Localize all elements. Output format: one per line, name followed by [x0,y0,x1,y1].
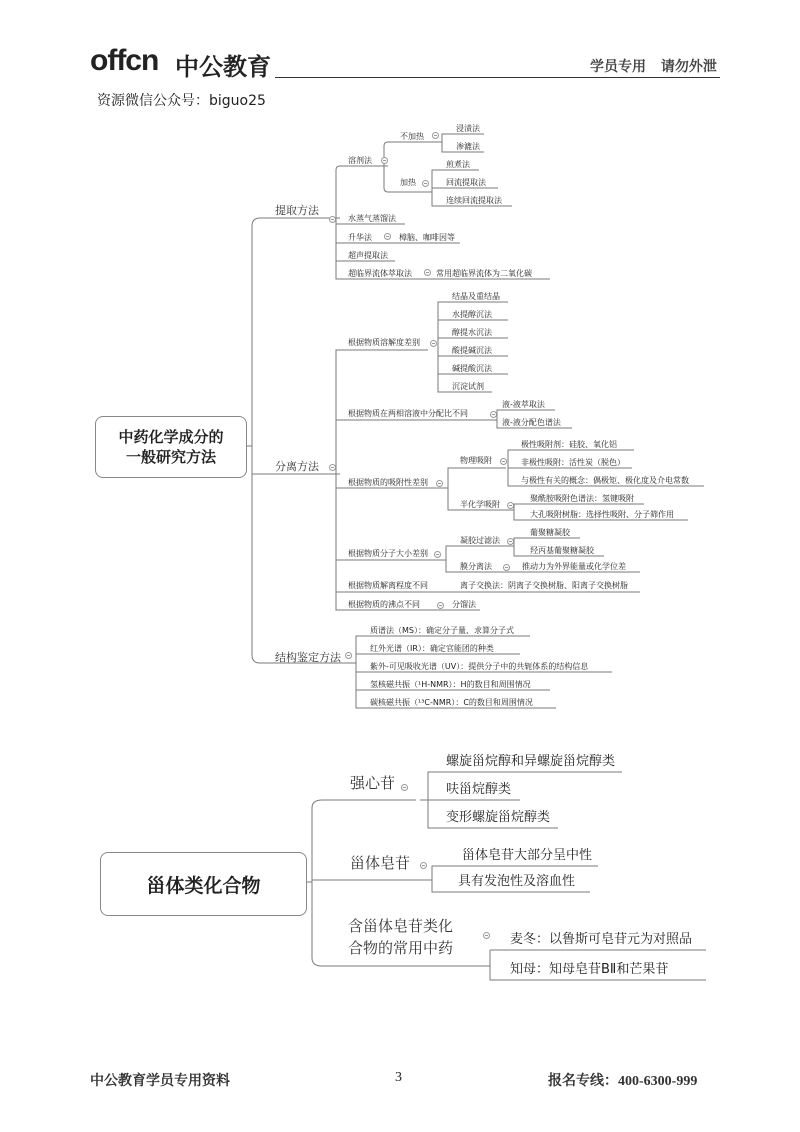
header-notice: 学员专用 请勿外泄 [590,59,717,75]
source-line: 资源微信公众号：biguo25 [97,93,266,109]
node-membrane-example: 推动力为外界能量或化学位差 [522,562,626,571]
node-molecular-size: 根据物质分子大小差别 [348,549,428,558]
node-solubility-item: 醇提水沉法 [452,328,492,337]
page-number: 3 [395,1070,402,1085]
node-no-heating: 不加热 [400,132,424,141]
node-cardiac-item: 变形螺旋甾烷醇类 [446,810,551,825]
node-decoction: 煎煮法 [446,160,470,169]
node-semichemical-adsorption: 半化学吸附 [460,500,500,509]
collapse-icon[interactable] [490,411,497,418]
node-membrane: 膜分离法 [460,562,492,571]
collapse-icon[interactable] [437,602,444,609]
header-rule [275,77,720,78]
node-structure-item: 碳核磁共振（¹³C-NMR）：C的数目和周围情况 [370,698,533,707]
node-solubility-item: 结晶及重结晶 [452,292,500,301]
node-solubility-item: 水提醇沉法 [452,310,492,319]
collapse-icon[interactable] [507,538,514,545]
collapse-icon[interactable] [503,564,510,571]
collapse-icon[interactable] [329,464,336,471]
node-gel-filtration: 凝胶过滤法 [460,536,500,545]
node-solvent-method: 溶剂法 [348,156,372,165]
branch-structure-id: 结构鉴定方法 [275,651,341,664]
node-sublimation-example: 樟脑、咖啡因等 [399,233,455,242]
node-physical-item: 与极性有关的概念：偶极矩、极化度及介电常数 [521,476,689,485]
node-dissociation: 根据物质解离程度不同 [348,581,428,590]
map1-root: 中药化学成分的 一般研究方法 [95,416,247,478]
node-maceration: 浸渍法 [456,124,480,133]
node-dissociation-example: 离子交换法：阴离子交换树脂、阳离子交换树脂 [460,581,628,590]
node-supercritical-example: 常用超临界流体为二氧化碳 [436,269,532,278]
node-solubility-item: 酸提碱沉法 [452,346,492,355]
node-boiling-example: 分馏法 [452,600,476,609]
node-continuous-reflux: 连续回流提取法 [446,196,502,205]
map2-root: 甾体类化合物 [100,852,307,916]
collapse-icon[interactable] [507,502,514,509]
collapse-icon[interactable] [345,652,352,659]
node-physical-adsorption: 物理吸附 [460,456,492,465]
branch-separation: 分离方法 [275,460,319,473]
collapse-icon[interactable] [381,157,388,164]
node-supercritical: 超临界流体萃取法 [348,269,412,278]
collapse-icon[interactable] [432,132,439,139]
node-heating: 加热 [400,178,416,187]
node-physical-item: 非极性吸附：活性炭（脱色） [521,458,625,467]
node-percolation: 渗漉法 [456,142,480,151]
node-adsorption: 根据物质的吸附性差别 [348,478,428,487]
node-structure-item: 紫外-可见吸收光谱（UV）：提供分子中的共轭体系的结构信息 [370,662,589,671]
node-semichemical-item: 聚酰胺吸附色谱法：氢键吸附 [530,494,634,503]
offcn-logo: offcn [90,44,159,77]
offcn-logo-cn: 中公教育 [175,53,271,81]
collapse-icon[interactable] [430,340,437,347]
footer-hotline: 报名专线：400-6300-999 [548,1074,698,1089]
node-saponin-item: 甾体皂苷大部分呈中性 [462,848,593,863]
node-physical-item: 极性吸附剂：硅胶、氧化铝 [521,440,617,449]
collapse-icon[interactable] [401,784,408,791]
node-solubility-item: 沉淀试剂 [452,382,484,391]
branch-extraction: 提取方法 [275,204,319,217]
node-cardiac-item: 螺旋甾烷醇和异螺旋甾烷醇类 [446,754,616,769]
node-semichemical-item: 大孔吸附树脂：选择性吸附、分子筛作用 [530,510,674,519]
node-solubility: 根据物质溶解度差别 [348,338,420,347]
collapse-icon[interactable] [434,551,441,558]
branch-saponin-herbs: 含甾体皂苷类化 合物的常用中药 [348,917,454,957]
branch-steroidal-saponin: 甾体皂苷 [350,854,411,872]
footer-left: 中公教育学员专用资料 [90,1074,230,1089]
node-partition: 根据物质在两相溶液中分配比不同 [348,409,468,418]
node-reflux: 回流提取法 [446,178,486,187]
node-sublimation: 升华法 [348,233,372,242]
node-structure-item: 氢核磁共振（¹H-NMR）：H的数目和周围情况 [370,680,531,689]
node-cardiac-item: 呋甾烷醇类 [446,782,512,797]
collapse-icon[interactable] [329,216,336,223]
node-herb-item: 麦冬：以鲁斯可皂苷元为对照品 [510,932,693,947]
collapse-icon[interactable] [500,458,507,465]
collapse-icon[interactable] [422,180,429,187]
node-boiling-point: 根据物质的沸点不同 [348,600,420,609]
node-ultrasonic: 超声提取法 [348,251,388,260]
node-structure-item: 红外光谱（IR）：确定官能团的种类 [370,644,494,653]
collapse-icon[interactable] [483,932,490,939]
collapse-icon[interactable] [420,862,427,869]
collapse-icon[interactable] [424,269,431,276]
node-steam-distillation: 水蒸气蒸馏法 [348,214,396,223]
node-partition-item: 液-液分配色谱法 [502,418,561,427]
node-herb-item: 知母：知母皂苷BⅡ和芒果苷 [510,962,669,977]
collapse-icon[interactable] [436,480,443,487]
node-structure-item: 质谱法（MS）：确定分子量、求算分子式 [370,626,514,635]
node-gel-item: 羟丙基葡聚糖凝胶 [530,546,594,555]
node-gel-item: 葡聚糖凝胶 [530,528,570,537]
node-partition-item: 液-液萃取法 [502,400,545,409]
branch-cardiac-glycoside: 强心苷 [350,774,396,792]
collapse-icon[interactable] [384,233,391,240]
node-saponin-item: 具有发泡性及溶血性 [458,874,576,889]
node-solubility-item: 碱提酸沉法 [452,364,492,373]
